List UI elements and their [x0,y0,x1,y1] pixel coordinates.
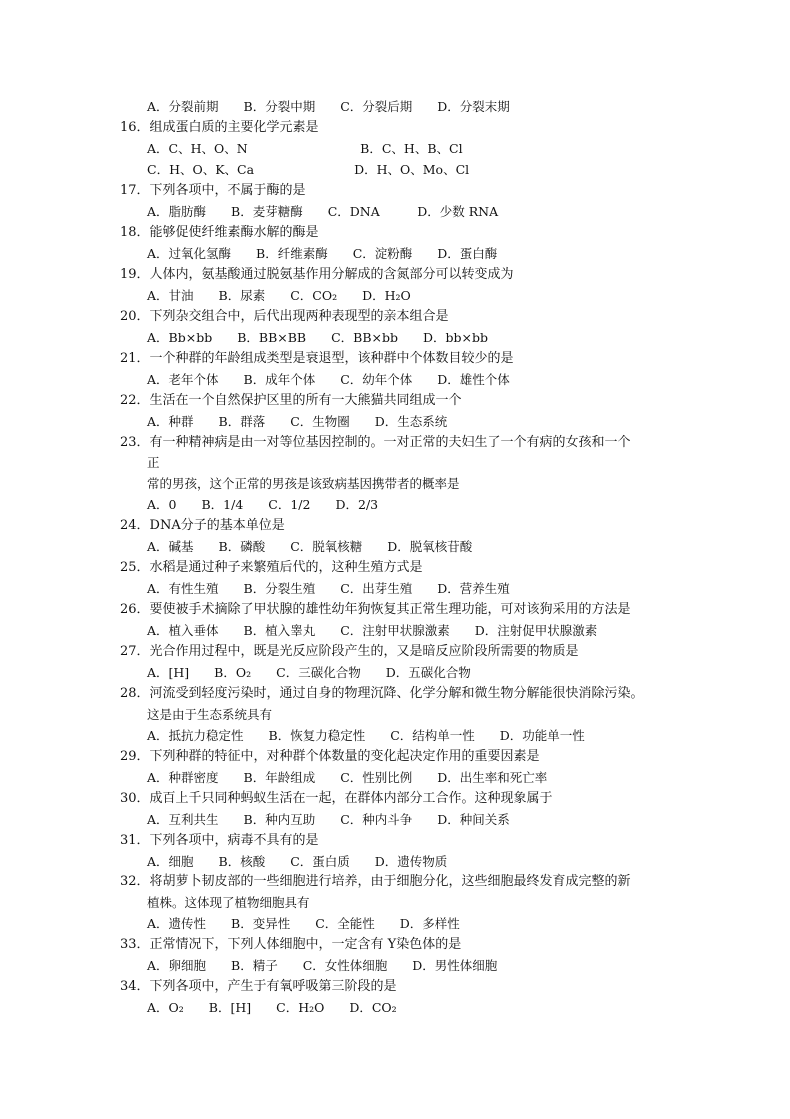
answer-options: A．[H] B．O₂ C．三碳化合物 D．五碳化合物 [147,665,471,680]
answer-options: A．分裂前期 B．分裂中期 C．分裂后期 D．分裂末期 [147,99,510,114]
question-stem: 16．组成蛋白质的主要化学元素是 [120,120,319,135]
answer-options: A．互利共生 B．种内互助 C．种内斗争 D．种间关系 [147,812,510,827]
question-stem: 30．成百上千只同种蚂蚁生活在一起，在群体内部分工合作。这种现象属于 [120,791,553,806]
question-stem: 27．光合作用过程中，既是光反应阶段产生的，又是暗反应阶段所需要的物质是 [120,644,579,659]
answer-options: A．0 B．1/4 C．1/2 D．2/3 [147,497,379,512]
question-stem: 20．下列杂交组合中，后代出现两种表现型的亲本组合是 [120,309,449,324]
question-stem: 32．将胡萝卜韧皮部的一些细胞进行培养，由于细胞分化，这些细胞最终发育成完整的新 [120,874,631,889]
answer-options: A．O₂ B．[H] C．H₂O D．CO₂ [147,1000,397,1015]
answer-options: A．遗传性 B．变异性 C．全能性 D．多样性 [147,916,460,931]
question-stem: 17．下列各项中，不属于酶的是 [120,183,306,198]
answer-options: A．过氧化氢酶 B．纤维素酶 C．淀粉酶 D．蛋白酶 [147,246,498,261]
answer-options: A．C、H、O、N B．C、H、B、Cl [147,141,463,156]
answer-options: 正 [147,455,160,470]
answer-options: 植株。这体现了植物细胞具有 [147,895,310,910]
question-stem: 22．生活在一个自然保护区里的所有一大熊猫共同组成一个 [120,393,462,408]
answer-options: A．碱基 B．磷酸 C．脱氧核糖 D．脱氧核苷酸 [147,539,473,554]
question-stem: 29．下列种群的特征中，对种群个体数量的变化起决定作用的重要因素是 [120,749,540,764]
question-stem: 31．下列各项中，病毒不具有的是 [120,833,319,848]
answer-options: A．卵细胞 B．精子 C．女性体细胞 D．男性体细胞 [147,958,498,973]
question-stem: 33．正常情况下，下列人体细胞中，一定含有 Y染色体的是 [120,937,462,952]
answer-options: A．种群 B．群落 C．生物圈 D．生态系统 [147,414,448,429]
question-stem: 19．人体内，氨基酸通过脱氨基作用分解成的含氮部分可以转变成为 [120,267,514,282]
question-stem: 21．一个种群的年龄组成类型是衰退型，该种群中个体数目较少的是 [120,351,514,366]
answer-options: A．植入垂体 B．植入睾丸 C．注射甲状腺激素 D．注射促甲状腺激素 [147,623,598,638]
answer-options: A．有性生殖 B．分裂生殖 C．出芽生殖 D．营养生殖 [147,581,510,596]
question-stem: 34．下列各项中，产生于有氧呼吸第三阶段的是 [120,979,397,994]
question-stem: 24．DNA分子的基本单位是 [120,518,285,533]
answer-options: A．脂肪酶 B．麦芽糖酶 C．DNA D．少数 RNA [147,204,499,219]
answer-options: A．Bb×bb B．BB×BB C．BB×bb D．bb×bb [147,330,489,345]
question-stem: 18．能够促使纤维素酶水解的酶是 [120,225,319,240]
answer-options: C．H、O、K、Ca D．H、O、Mo、Cl [147,162,470,177]
question-stem: 23．有一种精神病是由一对等位基因控制的。一对正常的夫妇生了一个有病的女孩和一个 [120,435,631,450]
answer-options: 常的男孩，这个正常的男孩是该致病基因携带者的概率是 [147,476,460,491]
answer-options: A．细胞 B．核酸 C．蛋白质 D．遗传物质 [147,854,448,869]
answer-options: 这是由于生态系统具有 [147,707,273,722]
answer-options: A．甘油 B．尿素 C．CO₂ D．H₂O [147,288,411,303]
answer-options: A．抵抗力稳定性 B．恢复力稳定性 C．结构单一性 D．功能单一性 [147,728,585,743]
question-stem: 28．河流受到轻度污染时，通过自身的物理沉降、化学分解和微生物分解能很快消除污染。 [120,686,644,701]
answer-options: A．种群密度 B．年龄组成 C．性别比例 D．出生率和死亡率 [147,770,548,785]
answer-options: A．老年个体 B．成年个体 C．幼年个体 D．雄性个体 [147,372,510,387]
question-stem: 26．要使被手术摘除了甲状腺的雄性幼年狗恢复其正常生理功能，可对该狗采用的方法是 [120,602,631,617]
question-stem: 25．水稻是通过种子来繁殖后代的，这种生殖方式是 [120,560,423,575]
